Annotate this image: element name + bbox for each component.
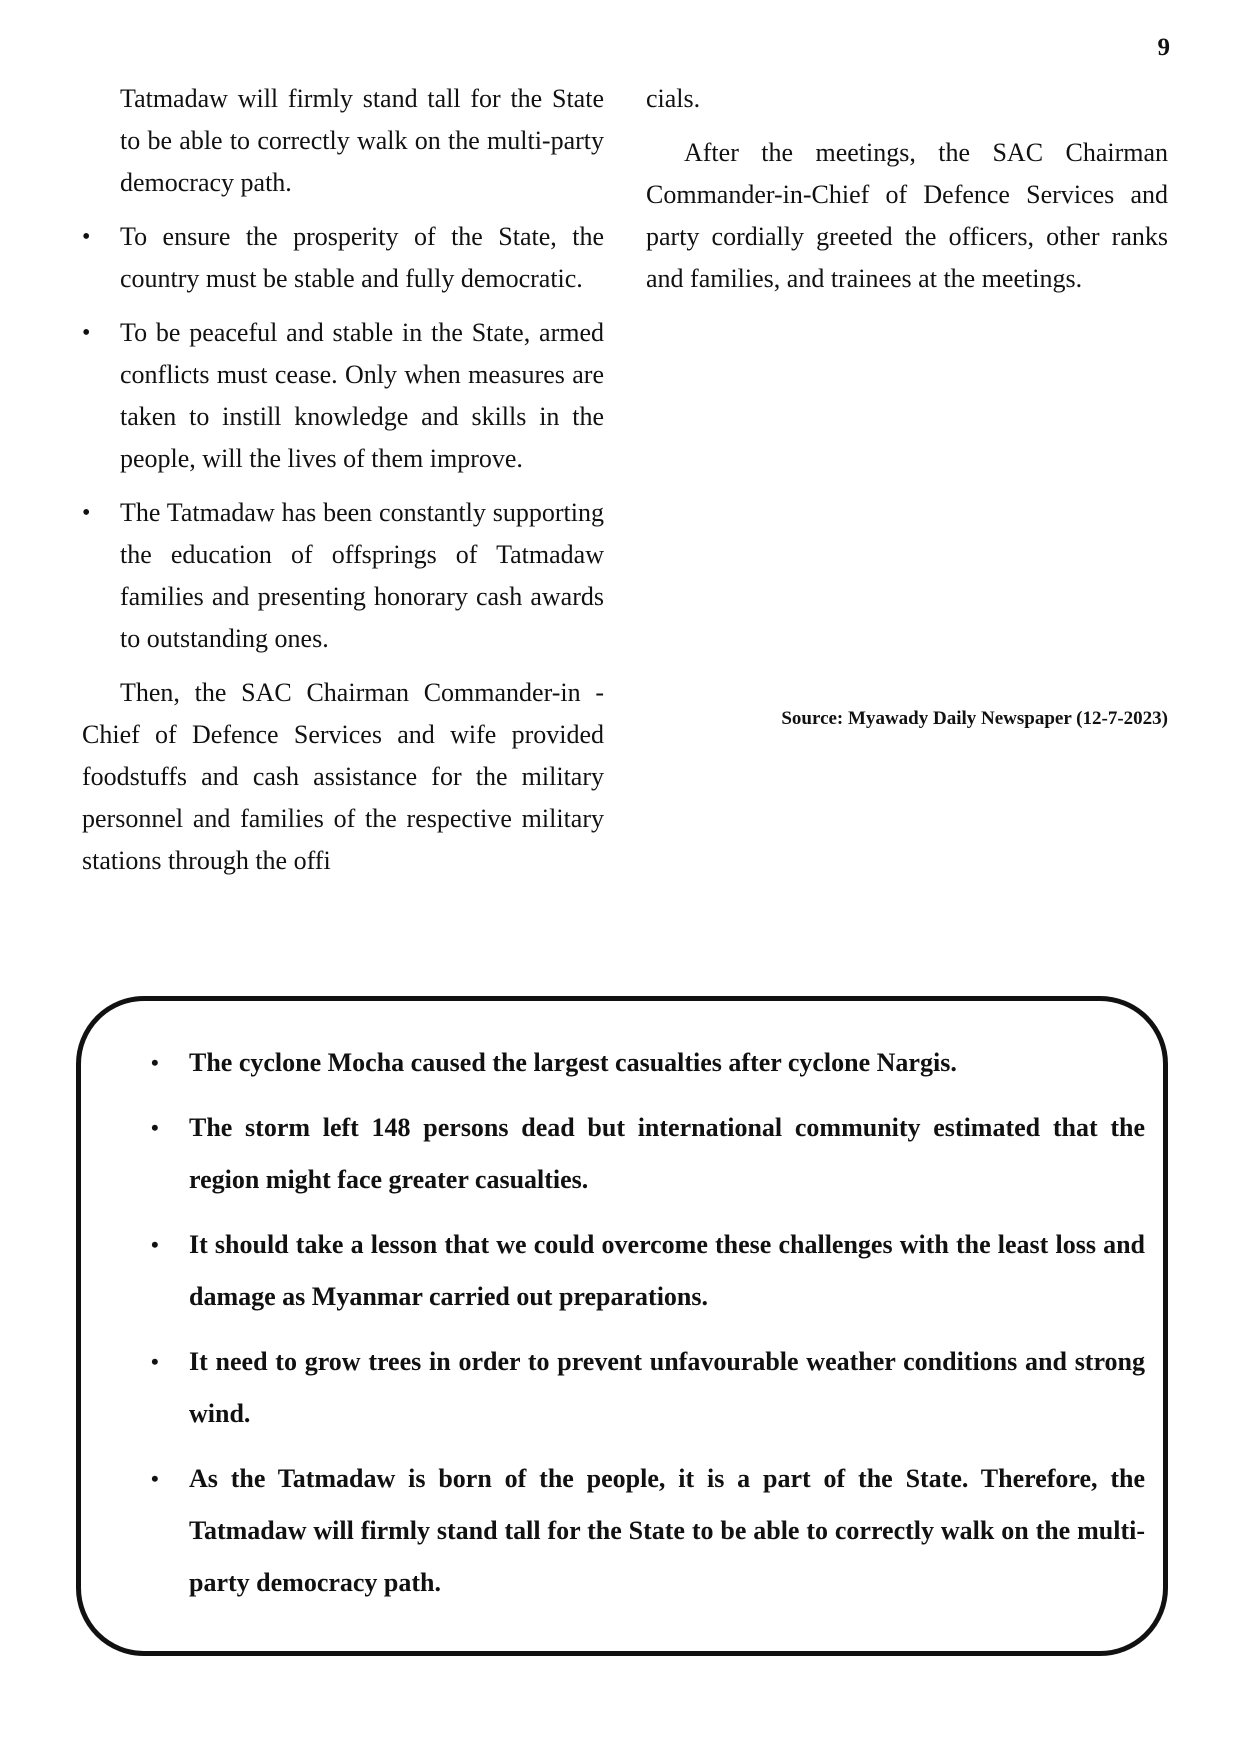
bullet-list: [82, 216, 604, 660]
bullet-item: • To be peaceful and stable in the State, armed conflicts must cease. Only when measures are taken to instill knowledge and skills in the people, will the lives of them improve.: [82, 312, 604, 480]
body-paragraph: After the meetings, the SAC Chairman Commander-in-Chief of Defence Services and party cordially greeted the officers, other ranks and families, and trainees at the meetings.: [646, 138, 1168, 293]
right-column: [646, 78, 1168, 312]
page-number: 9: [1157, 34, 1170, 61]
summary-item: • It need to grow trees in order to prevent unfavourable weather conditions and strong wind.: [151, 1336, 1145, 1440]
summary-item: • It should take a lesson that we could overcome these challenges with the least loss and damage as Myanmar carried out preparations.: [151, 1219, 1145, 1323]
summary-item: • The storm left 148 persons dead but international community estimated that the region might face greater casualties.: [151, 1102, 1145, 1206]
continued-paragraph: Tatmadaw will firmly stand tall for the State to be able to correctly walk on the multi-party democracy path.: [120, 84, 604, 197]
left-column: [82, 78, 604, 894]
body-paragraph: Then, the SAC Chairman Commander-in -Chief of Defence Services and wife provided foodstuffs and cash assistance for the military personnel and families of the respective military stations through the offi: [82, 678, 604, 875]
summary-item: • The cyclone Mocha caused the largest casualties after cyclone Nargis.: [151, 1037, 1145, 1089]
summary-item: • As the Tatmadaw is born of the people, it is a part of the State. Therefore, the Tatmadaw will firmly stand tall for the State to be able to correctly walk on the multi-party democracy path.: [151, 1453, 1145, 1609]
bullet-item: • The Tatmadaw has been constantly supporting the education of offsprings of Tatmadaw families and presenting honorary cash awards to outstanding ones.: [82, 492, 604, 660]
bullet-item: • To ensure the prosperity of the State, the country must be stable and fully democratic.: [82, 216, 604, 300]
source-citation: Source: Myawady Daily Newspaper (12-7-2023): [781, 708, 1168, 729]
summary-list: [151, 1037, 1145, 1622]
summary-box: [76, 996, 1168, 1656]
continued-paragraph: cials.: [646, 84, 701, 113]
